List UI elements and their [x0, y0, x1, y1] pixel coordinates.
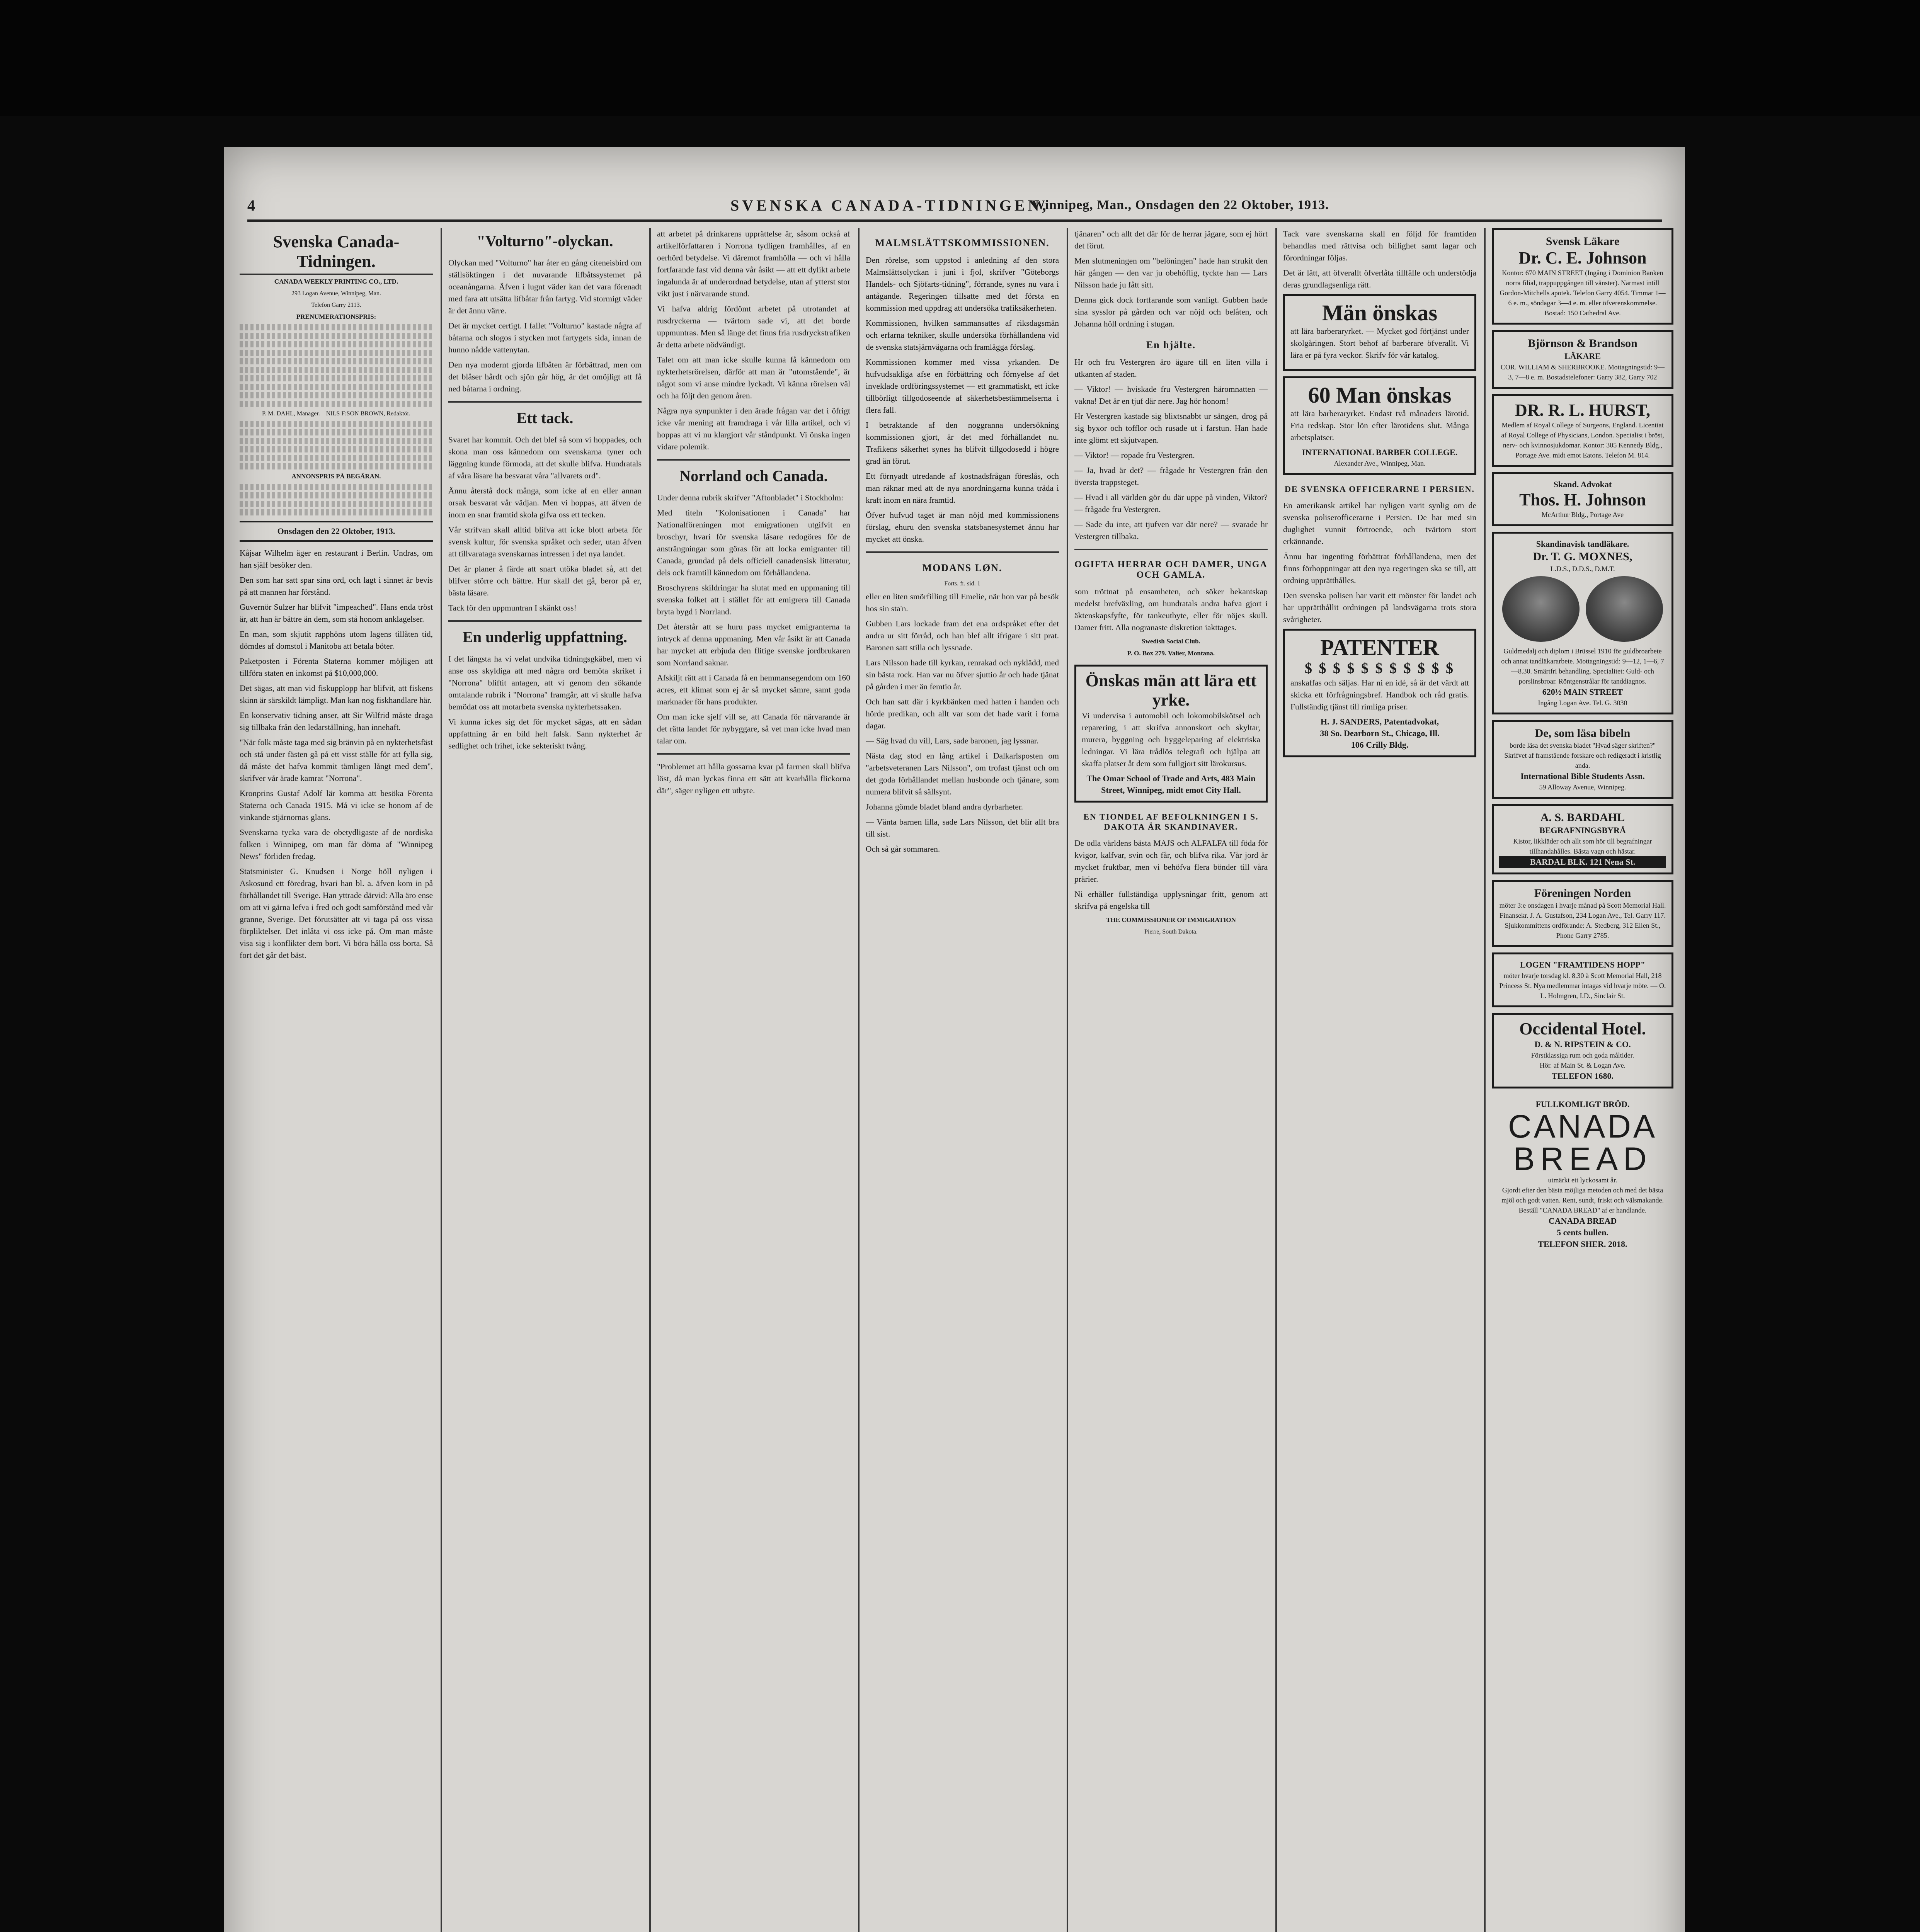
ad-patenter-title: PATENTER — [1320, 635, 1439, 660]
paragraph: Hr och fru Vestergren äro ägare till en liten villa i utkanten af staden. — [1074, 357, 1268, 379]
ad-social-club-name: Swedish Social Club. — [1142, 638, 1200, 645]
paragraph: Olyckan med "Volturno" har åter en gång citeneisbird om ställsöktingen i det nuvarande lifbåtssystemet på oceanångarna. Äfven i lugnt väder kan det vara förenadt med fara att utsätta lifbåtar från fartyg. Vid stormigt väder är det ännu värre. — [448, 258, 642, 315]
paragraph: Om man icke sjelf vill se, att Canada för närvarande är det rätta landet för nybyggare, så vet man icke hvad man talar om. — [657, 712, 850, 745]
publisher-phone: Telefon Garry 2113. — [311, 302, 361, 308]
ad-bread-name: CANADA BREAD — [1548, 1216, 1617, 1226]
continued-from: Forts. fr. sid. 1 — [944, 580, 980, 587]
headline-volturno: "Volturno"-olyckan. — [477, 232, 613, 250]
paper-flag: Svenska Canada-Tidningen. — [240, 232, 433, 275]
ad-dr-johnson-head: Svensk Läkare — [1546, 235, 1620, 248]
paragraph: I det längsta ha vi velat undvika tidningsgkäbel, men vi anse oss skyldiga att med några ord bemöta skriket i "Norrona" bliftit antagen, att vi genom den sökande omtalande rubrik i "Norrona" framgår, att vi skulle hafva bemödat oss att motarbeta svenska nykterhetssaken. — [448, 654, 642, 711]
headline-en-hjalte: En hjälte. — [1146, 339, 1196, 350]
ad-bjornson-brandson — [1492, 330, 1673, 389]
ad-occidental-hotel — [1492, 1013, 1673, 1088]
ad-norden-title: Föreningen Norden — [1534, 887, 1631, 900]
paragraph: Det är planer å färde att snart utöka bladet så, att det blifver större och bättre. Hur skall det gå, beror på er, bästa läsare. — [448, 564, 642, 597]
paragraph: Gubben Lars lockade fram det ena ordspråket efter det andra ur sitt förråd, och han blef allt ifrigare i sitt prat. Baronen satt stilla och lyssnade. — [866, 619, 1059, 652]
medal-image — [1586, 576, 1663, 642]
ad-bread-head: FULLKOMLIGT BRÖD. — [1535, 1099, 1630, 1109]
paragraph: En amerikansk artikel har nyligen varit synlig om de svenska poliserofficerarne i Persien. De har med sin duglighet vunnit förtroende, och tvärtom stort erkännande. — [1283, 501, 1476, 546]
paragraph: En konservativ tidning anser, att Sir Wilfrid måste draga sig tillbaka från den ledarställning, han innehaft. — [240, 711, 433, 732]
paragraph: Det är mycket certigt. I fallet "Volturno" kastade några af båtarna och slogos i stycken mot fartygets sida, innan de hunno nådde vattenytan. — [448, 321, 642, 354]
paragraph: "När folk måste taga med sig bränvin på en nykterhetsfäst och stå under fästen gå på ett visst ställe för att fylla sig, då måste det hafva kommit tämligen långt med dem", skrifver vår ärade kamrat "Norrona". — [240, 738, 433, 783]
ad-logen-title: LOGEN "FRAMTIDENS HOPP" — [1520, 960, 1645, 969]
ad-barber-address: Alexander Ave., Winnipeg, Man. — [1334, 459, 1426, 467]
ad-patenter-address-2: 106 Crilly Bldg. — [1351, 740, 1409, 750]
ad-60-man-text: att lära barberaryrket. Endast två månaders lärotid. Fria redskap. Stor lön efter lärotidens slut. Många arbetsplatser. — [1290, 409, 1469, 442]
ad-patenter-name: H. J. SANDERS, Patentadvokat, — [1320, 717, 1439, 726]
ad-bibeln-text: borde läsa det svenska bladet "Hvad säger skriften?" Skrifvet af framstående forskare och redigeradt i kristlig anda. — [1504, 742, 1661, 769]
paragraph: Kronprins Gustaf Adolf lär komma att besöka Förenta Staterna och Canada 1915. Må vi icke se honom af de vinkande stjärnornas glans. — [240, 789, 433, 822]
column-rule — [1067, 228, 1068, 1932]
ad-hotel-text: Förstklassiga rum och goda måltider. — [1531, 1051, 1634, 1059]
ad-bread-tag: utmärkt ett lyckosamt år. — [1548, 1176, 1617, 1184]
paragraph: Paketposten i Förenta Staterna kommer möjligen att tillföra staten en inkomst på $10,000,000. — [240, 656, 433, 678]
ad-patenter-address: 38 So. Dearborn St., Chicago, Ill. — [1320, 728, 1440, 738]
ad-bibeln — [1492, 720, 1673, 799]
headline-underlig-uppfattning: En underlig uppfattning. — [463, 628, 627, 646]
column-rule — [441, 228, 442, 1932]
ad-patenter — [1283, 629, 1476, 757]
paragraph: — Sade du inte, att tjufven var där nere? — svarade hr Vestergren tillbaka. — [1074, 520, 1268, 541]
paragraph: Ett förnyadt utredande af kostnadsfrågan föreslås, och man räknar med att de nya anordningarna kunna träda i kraft inom en nära framtid. — [866, 471, 1059, 505]
ad-advokat-name: Thos. H. Johnson — [1519, 490, 1646, 509]
paragraph: Några nya synpunkter i den ärade frågan var det i öfrigt icke vår mening att framdraga i vår lilla artikel, och vi hoppas att vi nu klargjort vår ståndpunkt. Vi önska ingen vidare polemik. — [657, 406, 850, 451]
ad-logen — [1492, 952, 1673, 1007]
paragraph: Med titeln "Kolonisationen i Canada" har Nationalföreningen mot emigrationen utgifvit en broschyr, hvari för svenska läsare redogöres för de ansträngningar som göras för att locka emigranter till Canada, grundad på dels officiell canadensisk litteratur, dels ock framtill kännedom om förhållandena. — [657, 508, 850, 577]
ad-bjornson-sub: LÄKARE — [1564, 351, 1601, 361]
ad-dr-johnson-name: Dr. C. E. Johnson — [1518, 248, 1647, 267]
ad-dr-hurst-name: DR. R. L. HURST, — [1515, 401, 1650, 420]
paragraph: eller en liten smörfilling till Emelie, när hon var på besök hos sin sta'n. — [866, 592, 1059, 613]
column-rule — [1484, 228, 1486, 1932]
ad-foreningen-norden — [1492, 880, 1673, 947]
manager-name: P. M. DAHL, Manager. — [262, 410, 320, 417]
paragraph: Den svenska polisen har varit ett mönster för landet och har upprätthållit ordningen på landsvägarna trots stora svårigheter. — [1283, 591, 1476, 624]
paragraph: Hr Vestergren kastade sig blixtsnabbt ur sängen, drog på sig byxor och tofflor och rusade ut i farstun. Han hade inte glömt ett skjutvapen. — [1074, 412, 1268, 445]
paragraph: Afskiljt rätt att i Canada få en hemmansegendom om 160 acres, ett klimat som ej är så mycket sämre, samt goda marknader för hans produkter. — [657, 673, 850, 706]
editor-name: NILS F:SON BROWN, Redaktör. — [326, 410, 410, 417]
publisher: CANADA WEEKLY PRINTING CO., LTD. — [274, 278, 398, 285]
ad-dr-johnson — [1492, 228, 1673, 325]
publisher-address: 293 Logan Avenue, Winnipeg, Man. — [291, 290, 381, 297]
paragraph: Denna gick dock fortfarande som vanligt. Gubben hade sina sysslor på gården och var nöjd och belåten, och Johanna höll ordning i stugan. — [1074, 295, 1268, 328]
paragraph: Den rörelse, som uppstod i anledning af den stora Malmslättsolyckan i juni i fjol, skrifver "Göteborgs Handels- och Sjöfarts-tidning", förrande, synes nu vara i antågande. Regeringen tillsatte med det första en kommission med uppdrag att undersöka trafiksäkerheten. — [866, 255, 1059, 313]
ad-hotel-owner: D. & N. RIPSTEIN & CO. — [1534, 1039, 1631, 1049]
paper-name: SVENSKA CANADA-TIDNINGEN, — [730, 197, 1049, 214]
paragraph: Ni erhåller fullständiga upplysningar fritt, genom att skrifva på engelska till — [1074, 889, 1268, 911]
ad-dr-hurst — [1492, 394, 1673, 467]
ad-60-man-title: 60 Man önskas — [1308, 383, 1452, 408]
ad-bibeln-title: De, som läsa bibeln — [1535, 727, 1631, 740]
ad-barber-college: INTERNATIONAL BARBER COLLEGE. — [1302, 447, 1458, 457]
paragraph: Vår strifvan skall alltid blifva att icke blott arbeta för svensk kultur, för svenska språket och seder, utan äfven att tillvarataga svenskarnas intressen i det nya landet. — [448, 525, 642, 558]
paragraph: Talet om att man icke skulle kunna få kännedom om nykterhetsrörelsen, därför att man är "utomstående", är något som vi anse mindre lyckadt. Vi känna rörelsen väl och ha följt den genom åren. — [657, 355, 850, 400]
ad-social-club-text: som tröttnat på ensamheten, och söker bekantskap medelst brefväxling, om hundratals andra hafva gjort i äktenskapsfyfte, för tankeutbyte, eller för nöjes skull. Damer fritt. Alla nogranaste diskretion iakttages. — [1074, 587, 1268, 632]
column-5 — [1074, 228, 1268, 1932]
paragraph: En man, som skjutit rapphöns utom lagens tillåten tid, dömdes af domstol i Manitoba att betala böter. — [240, 629, 433, 651]
paragraph: Och han satt där i kyrkbänken med hatten i handen och hörde predikan, och allt var som det hade varit i forna dagar. — [866, 697, 1059, 730]
prices-heading: PRENUMERATIONSPRIS: — [296, 313, 376, 320]
paragraph: Kåjsar Wilhelm äger en restaurant i Berlin. Undras, om han själf besöker den. — [240, 548, 433, 570]
headline-modans-lon: MODANS LØN. — [922, 562, 1003, 573]
column-rule — [858, 228, 860, 1932]
paragraph: Öfver hufvud taget är man nöjd med kommissionens förslag, ehuru den svenska statsbanesystemet ännu har mycket att önska. — [866, 510, 1059, 544]
ad-bread-word-canada: CANADA — [1508, 1108, 1658, 1145]
ads-heading: ANNONSPRIS PÅ BEGÄRAN. — [291, 473, 381, 480]
ad-logen-text: möter hvarje torsdag kl. 8.30 å Scott Memorial Hall, 218 Princess St. Nya medlemmar intagas vid hvarje möte. — O. L. Holmgren, I.D., Sinclair St. — [1499, 972, 1666, 1000]
ad-dr-hurst-text: Medlem af Royal College of Surgeons, England. Licentiat af Royal College of Physicians, London. Specialist i bröst, nerv- och kvinnosjukdomar. Kontor: 305 Kennedy Bldg., Portage Ave. midt emot Eatons. Telefon M. 814. — [1501, 421, 1664, 459]
ad-bardahl — [1492, 804, 1673, 874]
immigration-commissioner: THE COMMISSIONER OF IMMIGRATION — [1106, 916, 1236, 923]
ad-dentist-degrees: L.D.S., D.D.S., D.M.T. — [1550, 565, 1615, 573]
ad-bread-phone: TELEFON SHER. 2018. — [1538, 1239, 1627, 1249]
ad-canada-bread — [1492, 1094, 1673, 1255]
paragraph: Kommissionen, hvilken sammansattes af riksdagsmän och erfarna tekniker, skulle undersöka förhållandena vid de svenska statsjärnvägarna och framlägga förslag. — [866, 318, 1059, 352]
staff-line — [240, 409, 433, 418]
ad-man-onskas-text: att lära barberaryrket. — Mycket god förtjänst under skolgåringen. Stort behof af barberare öfverallt. Vi lära er på fyra veckor. Skrifv för vår katalog. — [1290, 327, 1469, 360]
date-line: Winnipeg, Man., Onsdagen den 22 Oktober, 1913. — [1032, 198, 1329, 212]
ad-dentist — [1492, 532, 1673, 714]
ad-man-onskas-title: Män önskas — [1322, 300, 1438, 325]
headline-ett-tack: Ett tack. — [516, 409, 574, 427]
ad-dentist-phone: Ingång Logan Ave. Tel. G. 3030 — [1538, 699, 1627, 707]
ad-bread-price: 5 cents bullen. — [1557, 1228, 1609, 1237]
ad-trade-school-text: Vi undervisa i automobil och lokomobilskötsel och reparering, i att skrifva annonskort och skyltar, murera, byggning och hyggeleparing af elektriska ledningar. Vi lära trådlös telegrafi och hjälpa att skaffa platser åt dem som fullgjort sitt lärokursus. — [1082, 711, 1260, 768]
ad-bjornson-name: Björnson & Brandson — [1528, 337, 1637, 350]
newspaper-page — [224, 147, 1685, 1932]
ad-hotel-title: Occidental Hotel. — [1519, 1019, 1646, 1038]
ad-dentist-text: Guldmedalj och diplom i Brüssel 1910 för guldbroarbete och annat tandläkararbete. Mottagningstid: 9—12, 1—6, 7—8.30. Smärtfri behandling. Specialitet: Guld- och porslinsbroar. Röntgenstrålar för tanddiagnos. — [1501, 647, 1664, 685]
paragraph: De odla världens bästa MAJS och ALFALFA till föda för kvigor, kalfvar, svin och får, och blifva rika. Vår jord är mycket fruktbar, men vi behöfva flera bönder till våra prärier. — [1074, 838, 1268, 884]
headline-norrland-canada: Norrland och Canada. — [679, 467, 828, 485]
medal-image — [1502, 576, 1580, 642]
paragraph: Ännu återstå dock många, som icke af en eller annan orsak besvarat vår vädjan. Men vi hoppas, att äfven de inom en snar framtid skola gifva oss ett tecken. — [448, 486, 642, 519]
ad-bjornson-text: COR. WILLIAM & SHERBROOKE. Mottagningstid: 9—3, 7—8 e. m. Bostadstelefoner: Garry 382, Garry 702 — [1500, 363, 1665, 381]
headline-malmslatt: MALMSLÄTTSKOMMISSIONEN. — [875, 237, 1050, 248]
column-4 — [866, 228, 1059, 1932]
ad-patenter-text: anskaffas och säljas. Har ni en idé, så är det värdt att skicka ett förfrågningsbref. Handbok och råd gratis. Fullständig tjänst till rimliga priser. — [1290, 678, 1469, 711]
paragraph: Ännu har ingenting förbättrat förhållandena, men det finns förhoppningar att den nya regeringen ska se till, att ordning upprätthålles. — [1283, 552, 1476, 585]
paragraph: Den som har satt spar sina ord, och lagt i sinnet är bevis på att mannen har förstånd. — [240, 575, 433, 597]
column-1 — [240, 228, 433, 1932]
ad-social-club-title: OGIFTA HERRAR OCH DAMER, UNGA OCH GAMLA. — [1074, 560, 1268, 580]
ad-dr-johnson-text: Kontor: 670 MAIN STREET (Ingång i Dominion Banken norra filial, trappuppgången till vänster). Närmast intill Gordon-Mitchells apotek. Telefon Garry 4054. Timmar 1—6 e. m., söndagar 3—4 e. m. eller öfverenskommelse. Bostad: 150 Cathedral Ave. — [1500, 269, 1666, 317]
medal-images — [1499, 574, 1666, 646]
dollar-signs: $ $ $ $ $ $ $ $ $ $ $ — [1305, 660, 1455, 677]
paragraph: — Säg hvad du vill, Lars, sade baronen, jag lyssnar. — [866, 736, 1039, 745]
paragraph: Lars Nilsson hade till kyrkan, renrakad och nyklädd, med sin bästa rock. Han var nu öfver sjuttio år och hade tjänat på gården i mer än femtio år. — [866, 658, 1059, 691]
ad-60-man — [1283, 376, 1476, 475]
ad-dentist-address: 620½ MAIN STREET — [1542, 687, 1623, 697]
paragraph: Det sägas, att man vid fiskupplopp har blifvit, att fiskens skinn är särskildt lämpligt. Man kan nog fiskhandlare här. — [240, 684, 433, 705]
paragraph: Svaret har kommit. Och det blef så som vi hoppades, och skona man oss kännedom om svenskarna tyner och läggning kunde förmoda, att det skulle blifva. Hundratals af våra läsare ha besvarat våra "allvarets ord". — [448, 435, 642, 480]
ad-norden-text: möter 3:e onsdagen i hvarje månad på Scott Memorial Hall. Finansekr. J. A. Gustafson, 234 Logan Ave., Tel. Garry 117. Sjukkommittens ordförande: A. Stedberg, 312 Ellen St., Phone Garry 2785. — [1499, 901, 1666, 939]
paragraph: Johanna gömde bladet bland andra dyrbarheter. — [866, 802, 1023, 811]
masthead — [247, 196, 1662, 222]
ad-bread-text: Gjordt efter den bästa möjliga metoden och med det bästa mjöl och godt vatten. Rent, sundt, friskt och välsmakande. Beställ "CANADA BREAD" af er handlande. — [1501, 1186, 1664, 1214]
ad-bread-word-bread: BREAD — [1513, 1141, 1652, 1177]
paragraph: Statsminister G. Knudsen i Norge höll nyligen i Askosund ett föredrag, hvari han bl. a. äfven kom in på förhållandet till Sverige. Han yttrade därvid: Alla äro ense om att vi gärna lefva i fred och godt samförstånd med vår granne, Sverige. Det förutsätter att vi taga på oss vissa förpliktelser. Det inlåta vi oss icke på. Om man måste visa sig i konflikter dem bort. Vi böra hålla oss borta. Så fort det går det bäst. — [240, 867, 433, 960]
ad-advokat-address: McArthur Bldg., Portage Ave — [1541, 511, 1624, 519]
ad-bibeln-address: 59 Alloway Avenue, Winnipeg. — [1539, 783, 1626, 791]
paragraph: "Problemet att hålla gossarna kvar på farmen skall blifva löst, då man lyckas finna ett sätt att kvarhålla flickorna där", säger nyligen ett utbyte. — [657, 762, 850, 795]
ad-bardahl-text: Kistor, likkläder och allt som hör till begrafningar tillhandahålles. Bästa vagn och hästar. — [1513, 837, 1652, 855]
column-rule — [1275, 228, 1277, 1932]
paragraph: Men slutmeningen om "belöningen" hade han strukit den här gången — den var ju obehöflig, tyckte han — Lars Nilsson hade ju fått sitt. — [1074, 256, 1268, 289]
ad-advokat — [1492, 472, 1673, 526]
immigration-address: Pierre, South Dakota. — [1144, 929, 1198, 935]
paragraph: Svenskarna tycka vara de obetydligaste af de nordiska folken i Winnipeg, om man får döma af "Winnipeg News" förliden fredag. — [240, 828, 433, 861]
ad-trade-school-name: The Omar School of Trade and Arts, 483 Main Street, Winnipeg, midt emot City Hall. — [1086, 774, 1256, 795]
ad-dentist-head: Skandinavisk tandläkare. — [1536, 539, 1629, 549]
ad-hotel-phone: TELEFON 1680. — [1551, 1071, 1614, 1081]
paragraph: — Hvad i all världen gör du där uppe på vinden, Viktor? — frågade fru Vestergren. — [1074, 493, 1268, 514]
paragraph: Tack för den uppmuntran I skänkt oss! — [448, 603, 577, 612]
column-6 — [1283, 228, 1476, 1932]
ad-advokat-head: Skand. Advokat — [1553, 480, 1612, 489]
column-7 — [1492, 228, 1673, 1932]
column-2 — [448, 228, 642, 1932]
ad-trade-school — [1074, 665, 1268, 803]
page-number: 4 — [247, 197, 257, 214]
paragraph: att arbetet på drinkarens upprättelse är, såsom också af artikelförfattaren i Norrona tydligen framhålles, af en oerhörd betydelse. Vi däremot framhölla — och vi hålla fortfarande fast vid denna vår åsikt — att ett dylikt arbete ingalunda är af underordnad betydelse, utan af ytterst stor vikt just i närvarande stund. — [657, 229, 850, 298]
paragraph: Den nya modernt gjorda lifbåten är förbättrad, men om det blåser hårdt och sjön går hög, är det omöjligt att få ned båtarna i ordning. — [448, 360, 642, 393]
ad-trade-school-title: Önskas män att lära ett yrke. — [1085, 671, 1257, 709]
headline-persien: DE SVENSKA OFFICERARNE I PERSIEN. — [1284, 484, 1475, 494]
paragraph: — Viktor! — hviskade fru Vestergren häromnatten — vakna! Det är en tjuf där nere. Jag hör honom! — [1074, 384, 1268, 406]
ad-bardahl-name: A. S. BARDAHL — [1540, 811, 1625, 824]
ad-bibeln-org: International Bible Students Assn. — [1520, 771, 1645, 781]
column-3 — [657, 228, 850, 1932]
ad-social-club-address: P. O. Box 279. Valier, Montana. — [1127, 650, 1215, 657]
ad-hotel-address: Hör. af Main St. & Logan Ave. — [1539, 1061, 1626, 1069]
issue-date: Onsdagen den 22 Oktober, 1913. — [240, 521, 433, 542]
paragraph: Guvernör Sulzer har blifvit "impeached". Hans enda tröst är, att han är bättre än dem, som stå honom anklagelser. — [240, 602, 433, 624]
ad-dentist-name: Dr. T. G. MOXNES, — [1533, 550, 1632, 563]
paragraph: Nästa dag stod en lång artikel i Dalkarlsposten om "arbetsveteranen Lars Nilsson", om trofast tjänst och om det goda förhållandet mellan husbonde och tjänare, som numera blifvit så sällsynt. — [866, 751, 1059, 796]
paragraph: Vi hafva aldrig fördömt arbetet på utrotandet af rusdryckerna — tvärtom sade vi, att det borde uppmuntras. Men så länge det finns fria rusdryckstrafiken är detta arbete nödvändigt. — [657, 304, 850, 349]
paragraph: Vi kunna ickes sig det för mycket sägas, att en sådan uppfattning är en bild helt falsk. Sann nykterhet är sedlighet och frihet, icke sekteriskt tvång. — [448, 717, 642, 750]
paragraph: Och så går sommaren. — [866, 844, 940, 854]
paragraph: tjänaren" och allt det där för de herrar jägare, som ej hört det förut. — [1074, 229, 1268, 250]
column-rule — [649, 228, 651, 1932]
paragraph: — Vänta barnen lilla, sade Lars Nilsson, det blir allt bra till sist. — [866, 817, 1059, 838]
paragraph: Kommissionen kommer med vissa yrkanden. De hufvudsakliga afse en förbättring och förnyelse af det inveklade ordföringssystemet — ett grammatiskt, ett icke tillbörligt tillgodoseende af säkerhetsbestämmelserna i flera fall. — [866, 357, 1059, 415]
paragraph: Det är lätt, att öfverallt öfverlåta tillfälle och understödja deras grundlagsenliga rätt. — [1283, 268, 1476, 289]
paragraph: Under denna rubrik skrifver "Aftonbladet" i Stockholm: — [657, 493, 844, 502]
headline-south-dakota: EN TIONDEL AF BEFOLKNINGEN I S. DAKOTA ÄR SKANDINAVER. — [1083, 812, 1259, 832]
paragraph: — Viktor! — ropade fru Vestergren. — [1074, 451, 1195, 460]
ad-bardahl-address: BARDAL BLK. 121 Nena St. — [1499, 856, 1666, 868]
paragraph: Tack vare svenskarna skall en följd för framtiden behandlas med rättvisa och billighet samt lagar och förordningar följas. — [1283, 229, 1476, 262]
paragraph: Det återstår att se huru pass mycket emigranterna ta intryck af denna uppmaning. Men vår åsikt är att Canada har mycket att erbjuda den flitige svenske jordbrukaren som Norrland saknar. — [657, 622, 850, 667]
microfilm-border — [0, 0, 1920, 116]
ad-man-onskas — [1283, 294, 1476, 371]
paragraph: Broschyrens skildringar ha slutat med en uppmaning till svenska folket att i stället för att emigrera till Canada bryta bygd i Norrland. — [657, 583, 850, 616]
ad-bardahl-sub: BEGRAFNINGSBYRÅ — [1539, 825, 1626, 835]
paragraph: — Ja, hvad är det? — frågade hr Vestergren från den översta trappsteget. — [1074, 466, 1268, 487]
paragraph: I betraktande af den noggranna undersökning kommissionen gjort, är det med förhållandet nu. Trafikens säkerhet synes ha blifvit tillgodosedd i högre grad än förut. — [866, 420, 1059, 466]
